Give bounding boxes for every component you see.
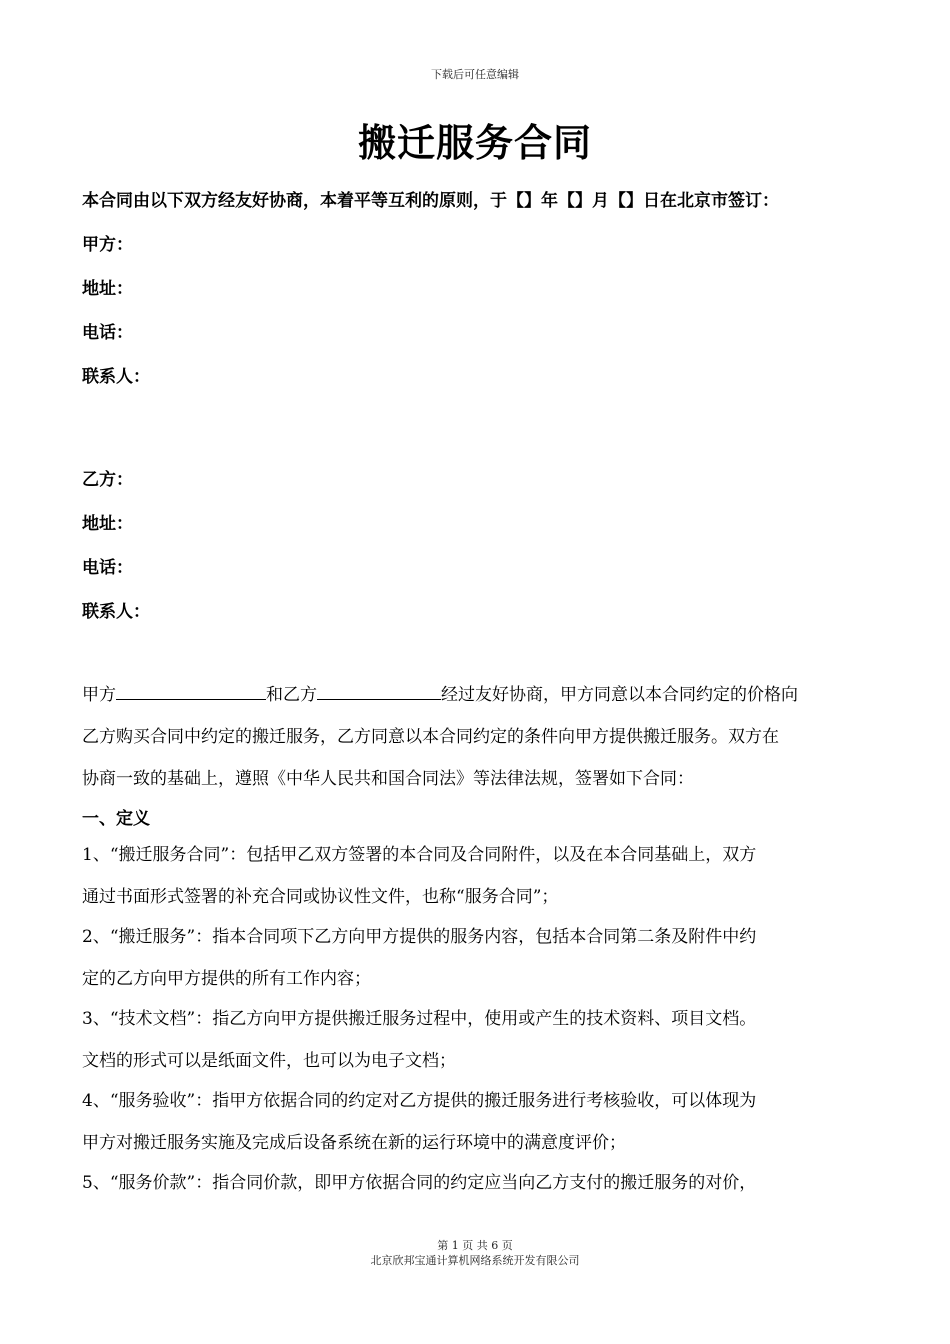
party-a-contact-label: 联系人： [82, 367, 150, 387]
party-b-blank [317, 681, 441, 700]
definition-2-line-1: 2、“搬迁服务”：指本合同项下乙方向甲方提供的服务内容，包括本合同第二条及附件中约 [82, 927, 757, 947]
definition-1-line-2: 通过书面形式签署的补充合同或协议性文件，也称“服务合同”； [82, 887, 559, 907]
header-note: 下载后可任意编辑 [431, 68, 519, 81]
party-b-contact-label: 联系人： [82, 602, 150, 622]
definition-4-line-2: 甲方对搬迁服务实施及完成后设备系统在新的运行环境中的满意度评价； [82, 1133, 626, 1153]
footer-company: 北京欣邦宝通计算机网络系统开发有限公司 [370, 1254, 580, 1267]
agreement-line-2: 乙方购买合同中约定的搬迁服务，乙方同意以本合同约定的条件向甲方提供搬迁服务。双方在 [82, 727, 779, 747]
party-a-name-label: 甲方： [82, 235, 133, 255]
intro-line: 本合同由以下双方经友好协商，本着平等互利的原则，于【】年【】月【】日在北京市签订： [82, 191, 779, 211]
definition-2-line-2: 定的乙方向甲方提供的所有工作内容； [82, 969, 371, 989]
party-b-name-label: 乙方： [82, 470, 133, 490]
agreement-line-1 [82, 674, 798, 716]
definition-3-line-2: 文档的形式可以是纸面文件，也可以为电子文档； [82, 1051, 456, 1071]
agreement-party-a: 甲方 [82, 685, 116, 705]
party-b-phone-label: 电话： [82, 558, 133, 578]
footer-page-info: 第 1 页 共 6 页 [437, 1239, 513, 1252]
party-a-address-label: 地址： [82, 279, 133, 299]
definition-4-line-1: 4、“服务验收”：指甲方依据合同的约定对乙方提供的搬迁服务进行考核验收，可以体现为 [82, 1091, 757, 1111]
agreement-text: 经过友好协商，甲方同意以本合同约定的价格向 [441, 685, 798, 705]
definition-1-line-1: 1、“搬迁服务合同”：包括甲乙双方签署的本合同及合同附件，以及在本合同基础上，双方 [82, 845, 757, 865]
definition-3-line-1: 3、“技术文档”：指乙方向甲方提供搬迁服务过程中，使用或产生的技术资料、项目文档。 [82, 1009, 757, 1029]
document-title: 搬迁服务合同 [357, 121, 592, 165]
party-a-phone-label: 电话： [82, 323, 133, 343]
section-heading: 一、定义 [82, 809, 150, 829]
agreement-party-b: 和乙方 [266, 685, 317, 705]
definition-5-line-1: 5、“服务价款”：指合同价款，即甲方依据合同的约定应当向乙方支付的搬迁服务的对价， [82, 1173, 757, 1193]
party-b-address-label: 地址： [82, 514, 133, 534]
party-a-blank [116, 681, 266, 700]
agreement-line-3: 协商一致的基础上，遵照《中华人民共和国合同法》等法律法规，签署如下合同： [82, 769, 694, 789]
